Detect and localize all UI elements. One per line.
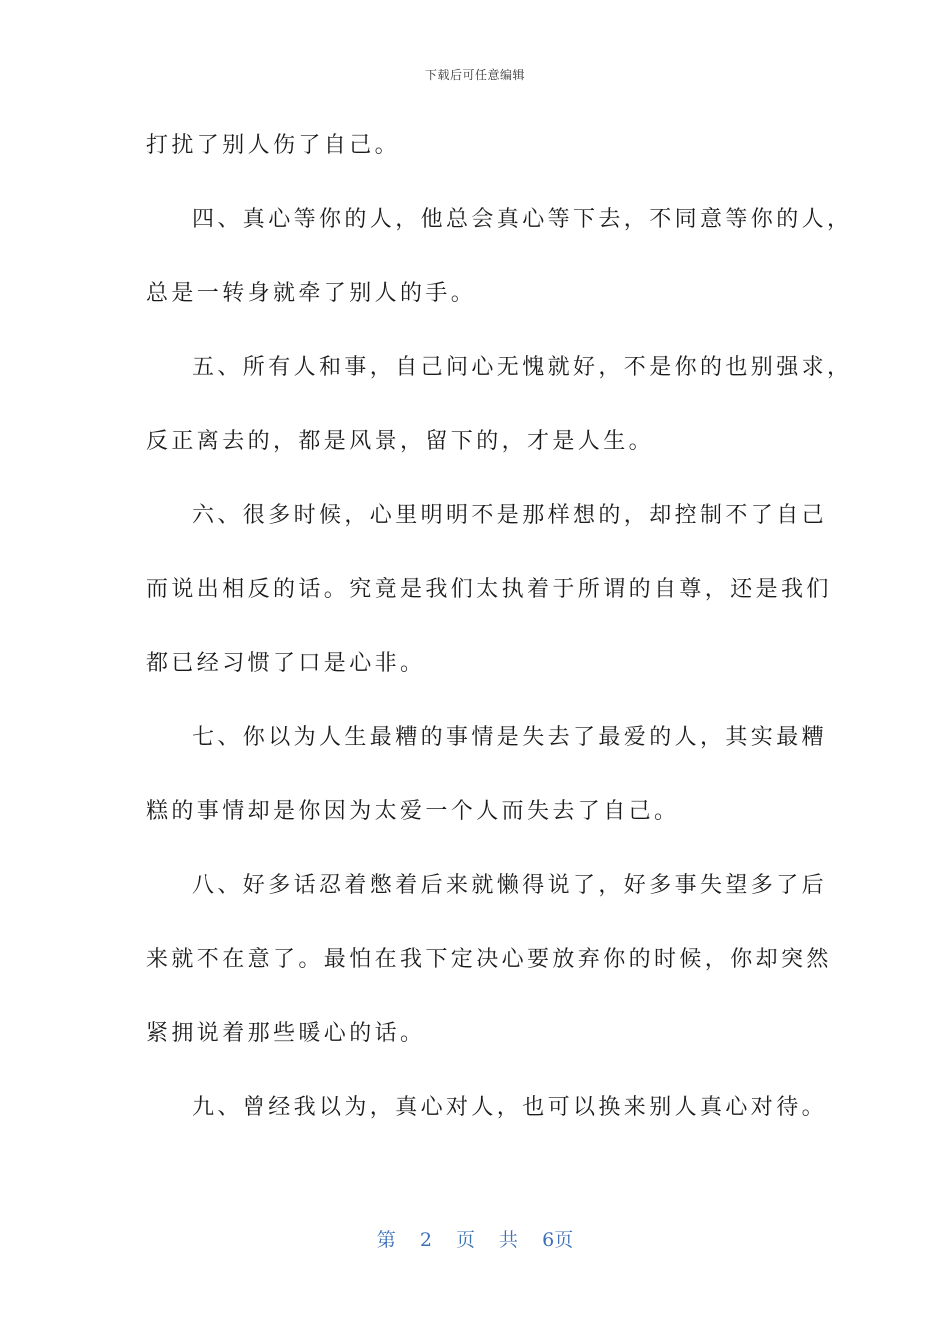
paragraph-line: 来就不在意了。最怕在我下定决心要放弃你的时候，你却突然 [146, 947, 832, 972]
footer-current-page: 2 [419, 1229, 432, 1251]
footer-total-word: 共 [499, 1229, 519, 1251]
paragraph-line: 紧拥说着那些暖心的话。 [146, 1021, 426, 1046]
paragraph-line: 四、真心等你的人，他总会真心等下去，不同意等你的人， [192, 207, 853, 232]
paragraph-line: 五、所有人和事，自己问心无愧就好，不是你的也别强求， [192, 355, 853, 380]
paragraph-line: 打扰了别人伤了自己。 [146, 133, 401, 158]
paragraph-line: 糕的事情却是你因为太爱一个人而失去了自己。 [146, 799, 680, 824]
footer-prefix: 第 [376, 1229, 396, 1251]
paragraph-line: 七、你以为人生最糟的事情是失去了最爱的人，其实最糟 [192, 725, 828, 750]
paragraph-line: 反正离去的，都是风景，留下的，才是人生。 [146, 429, 655, 454]
paragraph-line: 八、好多话忍着憋着后来就懒得说了，好多事失望多了后 [192, 873, 828, 898]
footer-page-word: 页 [455, 1229, 475, 1251]
footer-total-pages: 6页 [542, 1229, 574, 1251]
document-body [146, 124, 853, 1160]
paragraph-line: 而说出相反的话。究竟是我们太执着于所谓的自尊，还是我们 [146, 577, 832, 602]
paragraph-line: 九、曾经我以为，真心对人，也可以换来别人真心对待。 [192, 1095, 828, 1120]
paragraph-line: 总是一转身就牵了别人的手。 [146, 281, 477, 306]
paragraph-line: 都已经习惯了口是心非。 [146, 651, 426, 676]
page-number-footer [0, 1225, 950, 1252]
page-header-note: 下载后可任意编辑 [424, 68, 525, 82]
paragraph-line: 六、很多时候，心里明明不是那样想的，却控制不了自己 [192, 503, 828, 528]
